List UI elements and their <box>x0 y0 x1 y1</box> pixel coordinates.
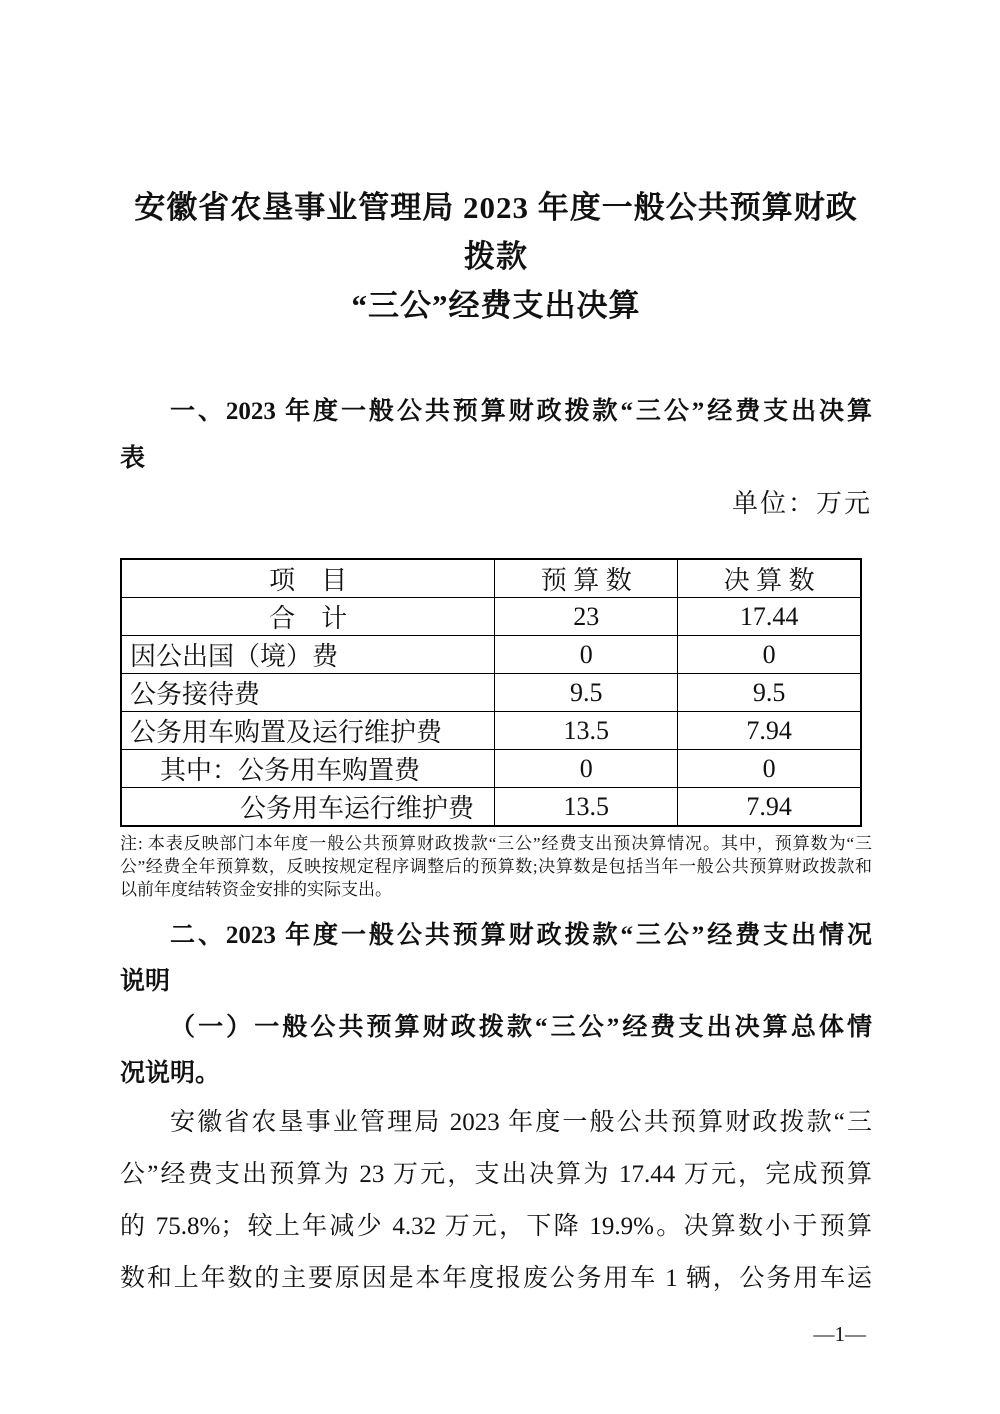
note-line-3: 以前年度结转资金安排的实际支出。 <box>120 880 392 899</box>
section1-heading <box>120 388 872 482</box>
three-public-budget-table <box>120 558 862 827</box>
body-line-3: 的 75.8%；较上年减少 4.32 万元，下降 19.9%。决算数小于预算 <box>120 1213 872 1240</box>
row-total-item: 合 计 <box>121 598 495 636</box>
body-line-1: 安徽省农垦事业管理局 2023 年度一般公共预算财政拨款“三 <box>170 1109 872 1136</box>
row-vehicle-maintenance-item: 公务用车运行维护费 <box>121 788 495 827</box>
title-line-2: “三公”经费支出决算 <box>351 288 641 323</box>
row-vehicle-total-budget: 13.5 <box>495 712 678 750</box>
section2-sub-heading <box>120 1005 872 1097</box>
table-row-total <box>121 598 861 636</box>
column-header-item: 项 目 <box>121 559 495 598</box>
title-line-1: 安徽省农垦事业管理局 2023 年度一般公共预算财政拨款 <box>134 190 858 274</box>
section2-heading-line-1: 二、2023 年度一般公共预算财政拨款“三公”经费支出情况 <box>170 922 872 949</box>
column-header-budget: 预 算 数 <box>495 559 678 598</box>
table-note <box>120 832 872 901</box>
note-line-1: 注: 本表反映部门本年度一般公共预算财政拨款“三公”经费支出预决算情况。其中，预算数为“三 <box>120 834 872 853</box>
unit-label: 单位：万元 <box>731 489 872 518</box>
table-row-abroad-fee <box>121 636 861 674</box>
body-line-2: 公”经费支出预算为 23 万元，支出决算为 17.44 万元，完成预算 <box>120 1161 872 1188</box>
row-vehicle-purchase-item: 其中：公务用车购置费 <box>121 750 495 788</box>
sub-heading-line-1: （一）一般公共预算财政拨款“三公”经费支出决算总体情 <box>170 1014 872 1041</box>
page-number: —1— <box>813 1322 866 1346</box>
section1-heading-line-2: 表 <box>120 445 146 472</box>
table-row-reception-fee <box>121 674 861 712</box>
section1-heading-line-1: 一、2023 年度一般公共预算财政拨款“三公”经费支出决算 <box>170 398 872 425</box>
row-total-budget: 23 <box>495 598 678 636</box>
document-title <box>120 183 872 330</box>
row-vehicle-total-final: 7.94 <box>678 712 861 750</box>
table-row-vehicle-total <box>121 712 861 750</box>
table-row-vehicle-maintenance <box>121 788 861 827</box>
note-line-2: 公”经费全年预算数，反映按规定程序调整后的预算数;决算数是包括当年一般公共预算财政拨款和 <box>120 857 872 876</box>
table-row-vehicle-purchase <box>121 750 861 788</box>
row-vehicle-maintenance-budget: 13.5 <box>495 788 678 827</box>
row-vehicle-purchase-budget: 0 <box>495 750 678 788</box>
row-vehicle-maintenance-final: 7.94 <box>678 788 861 827</box>
row-vehicle-purchase-final: 0 <box>678 750 861 788</box>
section2-heading <box>120 913 872 1005</box>
row-reception-item: 公务接待费 <box>121 674 495 712</box>
section2-heading-line-2: 说明 <box>120 968 171 995</box>
body-paragraph <box>120 1097 872 1305</box>
row-abroad-item: 因公出国（境）费 <box>121 636 495 674</box>
row-vehicle-total-item: 公务用车购置及运行维护费 <box>121 712 495 750</box>
column-header-final: 决 算 数 <box>678 559 861 598</box>
body-line-4: 数和上年数的主要原因是本年度报废公务用车 1 辆，公务用车运 <box>120 1265 872 1292</box>
row-abroad-final: 0 <box>678 636 861 674</box>
row-reception-budget: 9.5 <box>495 674 678 712</box>
row-total-final: 17.44 <box>678 598 861 636</box>
row-reception-final: 9.5 <box>678 674 861 712</box>
sub-heading-line-2: 况说明。 <box>120 1060 221 1087</box>
row-abroad-budget: 0 <box>495 636 678 674</box>
table-header-row <box>121 559 861 598</box>
